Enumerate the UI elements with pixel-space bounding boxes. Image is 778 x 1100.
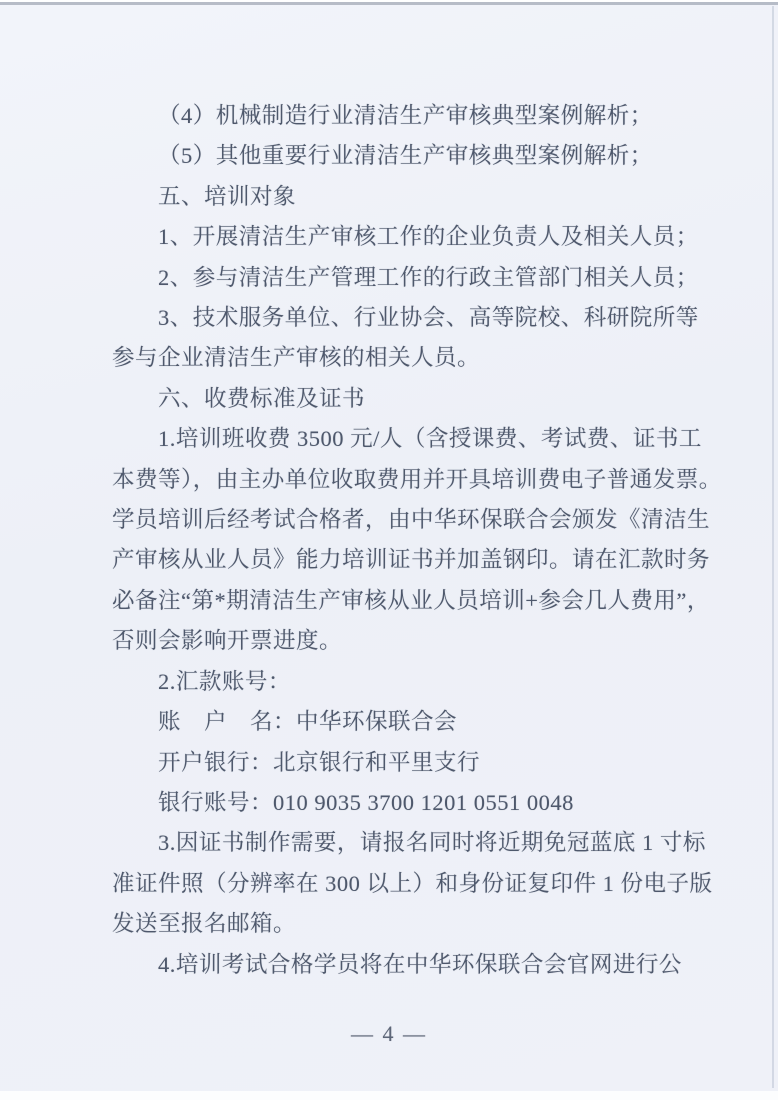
text-line-fee-1-cont-3: 产审核从业人员》能力培训证书并加盖钢印。请在汇款时务 bbox=[112, 547, 711, 573]
text-line-trainee-3-cont: 参与企业清洁生产审核的相关人员。 bbox=[112, 345, 481, 371]
text-line-remit-account: 2.汇款账号： bbox=[158, 668, 291, 694]
text-line-photo-req-cont-2: 发送至报名邮箱。 bbox=[112, 911, 297, 937]
section-heading-6-fees: 六、收费标准及证书 bbox=[158, 385, 366, 411]
text-line-bank-account: 银行账号：010 9035 3700 1201 0551 0048 bbox=[158, 789, 574, 815]
text-line-photo-req: 3.因证书制作需要，请报名同时将近期免冠蓝底 1 寸标 bbox=[158, 830, 706, 856]
text-line-trainee-3: 3、技术服务单位、行业协会、高等院校、科研院所等 bbox=[158, 305, 699, 331]
scan-bottom-white-edge bbox=[0, 1091, 778, 1100]
scan-right-edge-line bbox=[772, 6, 774, 1088]
text-line-fee-1: 1.培训班收费 3500 元/人（含授课费、考试费、证书工 bbox=[158, 426, 702, 452]
document-body bbox=[112, 96, 722, 985]
page-number: — 4 — bbox=[351, 1021, 427, 1046]
text-line-publicity: 4.培训考试合格学员将在中华环保联合会官网进行公 bbox=[158, 951, 682, 977]
text-line-trainee-1: 1、开展清洁生产审核工作的企业负责人及相关人员； bbox=[158, 224, 699, 250]
text-line-fee-1-cont-4: 必备注“第*期清洁生产审核从业人员培训+参会几人费用”， bbox=[112, 587, 710, 613]
text-line-bank-name: 开户银行：北京银行和平里支行 bbox=[158, 749, 481, 775]
text-line-fee-1-cont-1: 本费等），由主办单位收取费用并开具培训费电子普通发票。 bbox=[112, 466, 722, 492]
text-line-case-5: （5）其他重要行业清洁生产审核典型案例解析； bbox=[158, 143, 653, 169]
scan-top-edge-line bbox=[0, 2, 778, 5]
section-heading-5-trainees: 五、培训对象 bbox=[158, 183, 297, 209]
text-line-fee-1-cont-5: 否则会影响开票进度。 bbox=[112, 628, 343, 654]
text-line-account-name: 账 户 名：中华环保联合会 bbox=[158, 709, 458, 735]
text-line-photo-req-cont-1: 准证件照（分辨率在 300 以上）和身份证复印件 1 份电子版 bbox=[112, 870, 713, 896]
text-line-case-4: （4）机械制造行业清洁生产审核典型案例解析； bbox=[158, 103, 653, 128]
text-line-trainee-2: 2、参与清洁生产管理工作的行政主管部门相关人员； bbox=[158, 264, 699, 290]
text-line-fee-1-cont-2: 学员培训后经考试合格者，由中华环保联合会颁发《清洁生 bbox=[112, 507, 711, 533]
